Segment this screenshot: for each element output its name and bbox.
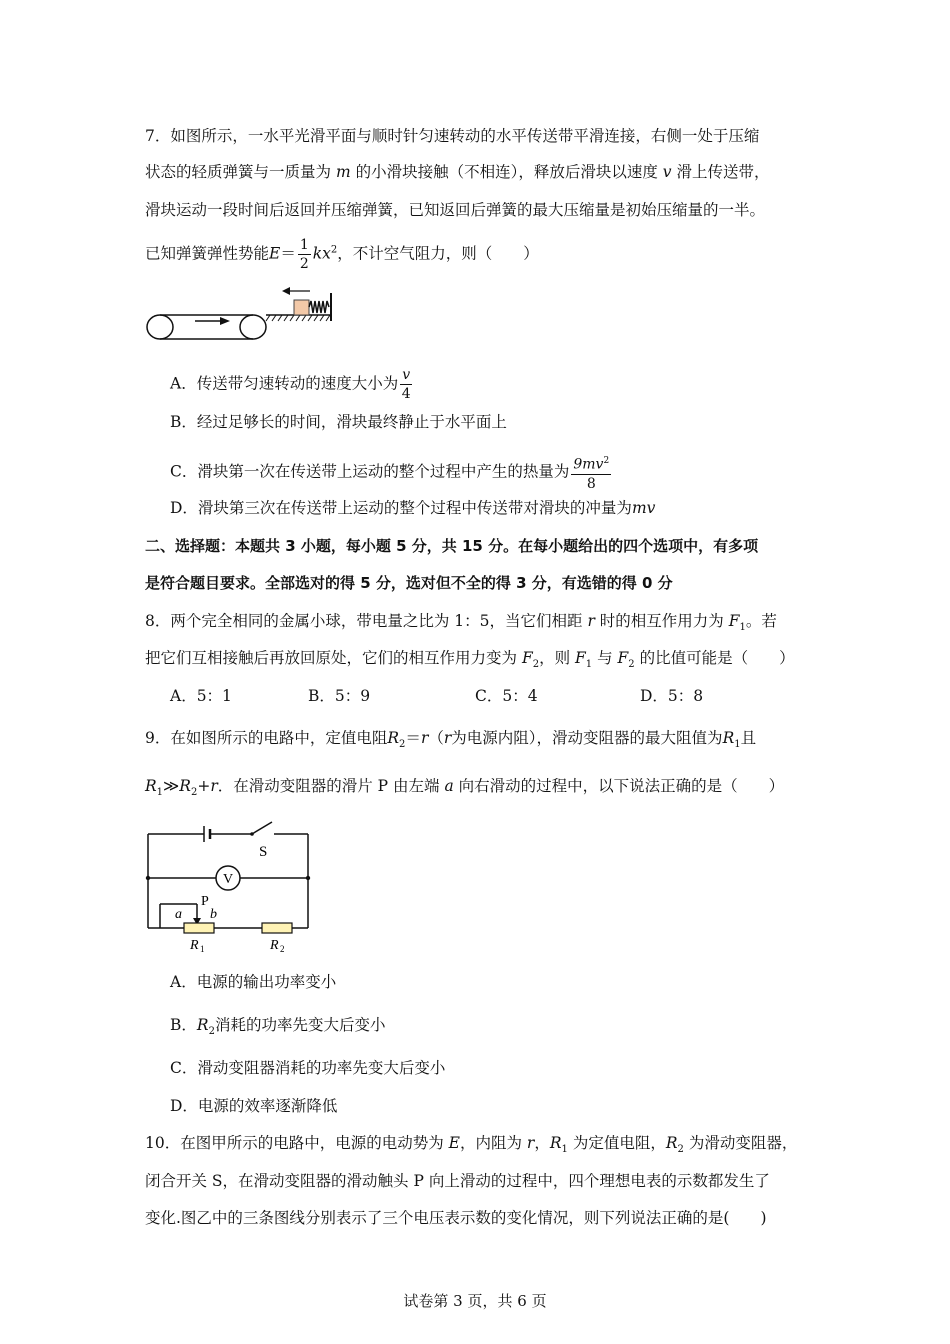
terminal-a-label: a [175, 907, 182, 922]
q9-line2-r2-sub: 2 [190, 787, 198, 799]
q9-circuit-figure [140, 818, 320, 958]
slider-block [294, 300, 309, 315]
q7-option-d-text: D．滑块第三次在传送带上运动的整个过程中传送带对滑块的冲量为 [170, 499, 632, 517]
q9-option-b-r-sub: 2 [208, 1026, 215, 1038]
q9-line2-r: r [210, 777, 218, 795]
q9-line2 [145, 775, 784, 804]
q10-line1-e: 为滑动变阻器， [683, 1134, 798, 1152]
q7-half-num: 1 [299, 237, 309, 253]
q9-option-b-prefix: B． [170, 1016, 197, 1034]
q7-option-c-num-text: 9mv [573, 456, 604, 473]
q8-ratio-f2-symbol: F [617, 649, 629, 667]
q9-option-d-text: D．电源的效率逐渐降低 [170, 1097, 338, 1115]
q9-r1-symbol: R [722, 729, 735, 747]
left-junction [146, 876, 150, 880]
q9-line1-b: （ [428, 729, 444, 747]
q7-option-a [170, 366, 414, 403]
switch-label: S [259, 844, 268, 860]
q9-r2-symbol: R [387, 729, 400, 747]
q7-line3-text: 滑块运动一段时间后返回并压缩弹簧，已知返回后弹簧的最大压缩量是初始压缩量的一半。 [145, 201, 766, 219]
q9-option-a-text: A．电源的输出功率变小 [170, 973, 337, 991]
q7-kx: kx [312, 244, 331, 263]
q8-line2-c: 与 [592, 649, 618, 667]
q7-option-c-text: C．滑块第一次在传送带上运动的整个过程中产生的热量为 [170, 462, 570, 481]
q9-option-b [170, 1014, 385, 1043]
q10-r2-sub: 2 [677, 1144, 684, 1156]
q10-line1-c: ， [534, 1134, 550, 1152]
q10-line2-text: 闭合开关 S，在滑动变阻器的滑动触头 P 向上滑动的过程中，四个理想电表的示数都发生了 [145, 1172, 770, 1190]
q7-option-a-den: 4 [401, 386, 411, 402]
switch-pivot [250, 832, 254, 836]
section2-line1 [145, 535, 758, 557]
q7-option-c-den: 8 [586, 475, 596, 492]
q8-ratio-f1-sub: 1 [585, 659, 593, 671]
r2-label: R [270, 938, 279, 953]
q9-r2-sub: 2 [399, 739, 406, 751]
q7-option-a-num: v [402, 367, 411, 383]
q7-line2-c: 滑上传送带， [671, 163, 770, 181]
q7-line4-a: 已知弹簧弹性势能 [145, 244, 270, 263]
q9-line2-c: 向右滑动的过程中，以下说法正确的是（ ） [453, 777, 785, 795]
q8-f2-symbol: F [521, 649, 533, 667]
q9-line1-c: 为电源内阻），滑动变阻器的最大阻值为 [451, 729, 723, 747]
q8-f1-symbol: F [728, 612, 740, 630]
page-number: 试卷第 3 页，共 6 页 [403, 1292, 547, 1310]
q7-option-c-num-sup: 2 [603, 456, 610, 466]
q8-line1-a: 8．两个完全相同的金属小球，带电量之比为 1：5，当它们相距 [145, 612, 588, 630]
q9-line2-r1: R [145, 777, 157, 795]
q8-option-a [170, 685, 232, 707]
q9-r-symbol: r [420, 729, 429, 747]
q8-line2-b: ，则 [539, 649, 576, 667]
page-footer [0, 1290, 950, 1311]
q7-line2 [145, 161, 769, 183]
q8-r-symbol: r [587, 612, 595, 630]
r1-label-sub: 1 [200, 944, 205, 954]
q8-option-a-text: A．5：1 [170, 687, 232, 705]
q7-option-c-fraction [571, 452, 611, 493]
q10-line1 [145, 1132, 797, 1161]
terminal-b-label: b [210, 907, 217, 922]
q9-option-b-r: R [196, 1016, 209, 1034]
q7-kx-sup: 2 [330, 244, 338, 256]
resistor-r2 [262, 923, 292, 933]
belt-direction-arrow-head [220, 317, 230, 325]
q7-line1 [145, 125, 759, 147]
q10-line1-d: 为定值电阻， [567, 1134, 666, 1152]
q7-line4 [145, 236, 539, 273]
q8-line2-a: 把它们互相接触后再放回原处，它们的相互作用力变为 [145, 649, 522, 667]
q8-line1 [145, 610, 777, 639]
section2-line1-text: 二、选择题：本题共 3 小题，每小题 5 分，共 15 分。在每小题给出的四个选项中，有多项 [145, 537, 759, 555]
q7-line2-b: 的小滑块接触（不相连），释放后滑块以速度 [350, 163, 663, 181]
q9-option-a [170, 971, 336, 993]
left-roller [147, 315, 173, 339]
q9-line2-r2: R [179, 777, 191, 795]
switch-blade [252, 822, 272, 834]
q10-line1-b: ，内阻为 [459, 1134, 527, 1152]
q9-r1-sub: 1 [734, 739, 741, 751]
q8-option-b-text: B．5：9 [308, 687, 371, 705]
q8-option-d-text: D．5：8 [640, 687, 704, 705]
q10-line3 [145, 1207, 767, 1229]
q10-line1-a: 10．在图甲所示的电路中，电源的电动势为 [145, 1134, 449, 1152]
q7-half-fraction [298, 236, 311, 273]
q9-equals: ＝ [405, 729, 421, 747]
block-motion-arrow-head [282, 287, 290, 295]
q9-line2-r1-sub: 1 [156, 787, 164, 799]
q9-option-d [170, 1095, 337, 1117]
q7-half-den: 2 [299, 256, 309, 272]
q7-option-b [170, 411, 507, 433]
q8-f1-sub: 1 [739, 622, 746, 634]
section2-line2-text: 是符合题目要求。全部选对的得 5 分，选对但不全的得 3 分，有选错的得 0 分 [145, 574, 673, 592]
q8-line1-b: 时的相互作用力为 [594, 612, 729, 630]
q7-option-b-text: B．经过足够长的时间，滑块最终静止于水平面上 [170, 413, 507, 431]
q10-r2-symbol: R [665, 1134, 678, 1152]
right-junction [306, 876, 310, 880]
q9-r-symbol-2: r [443, 729, 452, 747]
r1-label: R [190, 938, 199, 953]
rheostat-r1 [184, 923, 214, 933]
q7-line3 [145, 199, 765, 221]
q8-option-c [475, 685, 538, 707]
voltmeter-label: V [223, 872, 234, 887]
q10-r1-symbol: R [549, 1134, 562, 1152]
q8-line1-c: 。若 [745, 612, 777, 630]
q9-option-b-text: 消耗的功率先变大后变小 [214, 1016, 386, 1034]
q10-r-symbol: r [526, 1134, 535, 1152]
r2-label-sub: 2 [280, 944, 285, 954]
right-roller [240, 315, 266, 339]
q8-ratio-f2-sub: 2 [628, 659, 635, 671]
q7-option-a-fraction [400, 366, 412, 403]
surface-hatching [266, 315, 330, 321]
q7-equals: ＝ [280, 244, 296, 263]
q7-option-d [170, 497, 655, 519]
q9-plus: + [197, 777, 211, 795]
q8-line2 [145, 647, 795, 676]
q7-option-c [170, 452, 613, 493]
q8-line2-d: 的比值可能是（ ） [634, 649, 795, 667]
compressed-spring [309, 301, 329, 313]
conveyor-belt-figure [140, 283, 340, 345]
slider-p-label: P [201, 894, 209, 909]
q7-option-a-text: A．传送带匀速转动的速度大小为 [170, 374, 399, 393]
section2-line2 [145, 572, 673, 594]
q7-option-d-mv: mv [631, 499, 656, 517]
q7-mass-symbol: m [335, 163, 351, 181]
q9-line1 [145, 727, 756, 756]
q9-end-a: a [444, 777, 454, 795]
q10-e-symbol: E [448, 1134, 460, 1152]
q9-option-c-text: C．滑动变阻器消耗的功率先变大后变小 [170, 1059, 446, 1077]
q10-line3-text: 变化.图乙中的三条图线分别表示了三个电压表示数的变化情况，则下列说法正确的是( ) [145, 1209, 767, 1227]
q7-line1-text: 7．如图所示，一水平光滑平面与顺时针匀速转动的水平传送带平滑连接，右侧一处于压缩 [145, 127, 760, 145]
q10-r1-sub: 1 [561, 1144, 568, 1156]
q9-much-greater: ≫ [163, 777, 180, 795]
q7-line2-a: 状态的轻质弹簧与一质量为 [145, 163, 336, 181]
q8-option-d [640, 685, 703, 707]
q10-line2 [145, 1170, 770, 1192]
q7-energy-symbol: E [269, 244, 281, 263]
q9-line2-b: ．在滑动变阻器的滑片 P 由左端 [217, 777, 445, 795]
q9-line1-d: 且 [740, 729, 757, 747]
q8-option-c-text: C．5：4 [475, 687, 538, 705]
q7-line4-b: ，不计空气阻力，则（ ） [337, 244, 539, 263]
q7-option-c-num [571, 452, 611, 475]
q7-velocity-symbol: v [662, 163, 672, 181]
q8-ratio-f1-symbol: F [575, 649, 586, 667]
q8-option-b [308, 685, 370, 707]
q9-line1-a: 9．在如图所示的电路中，定值电阻 [145, 729, 388, 747]
q8-f2-sub: 2 [532, 659, 540, 671]
q9-option-c [170, 1057, 445, 1079]
